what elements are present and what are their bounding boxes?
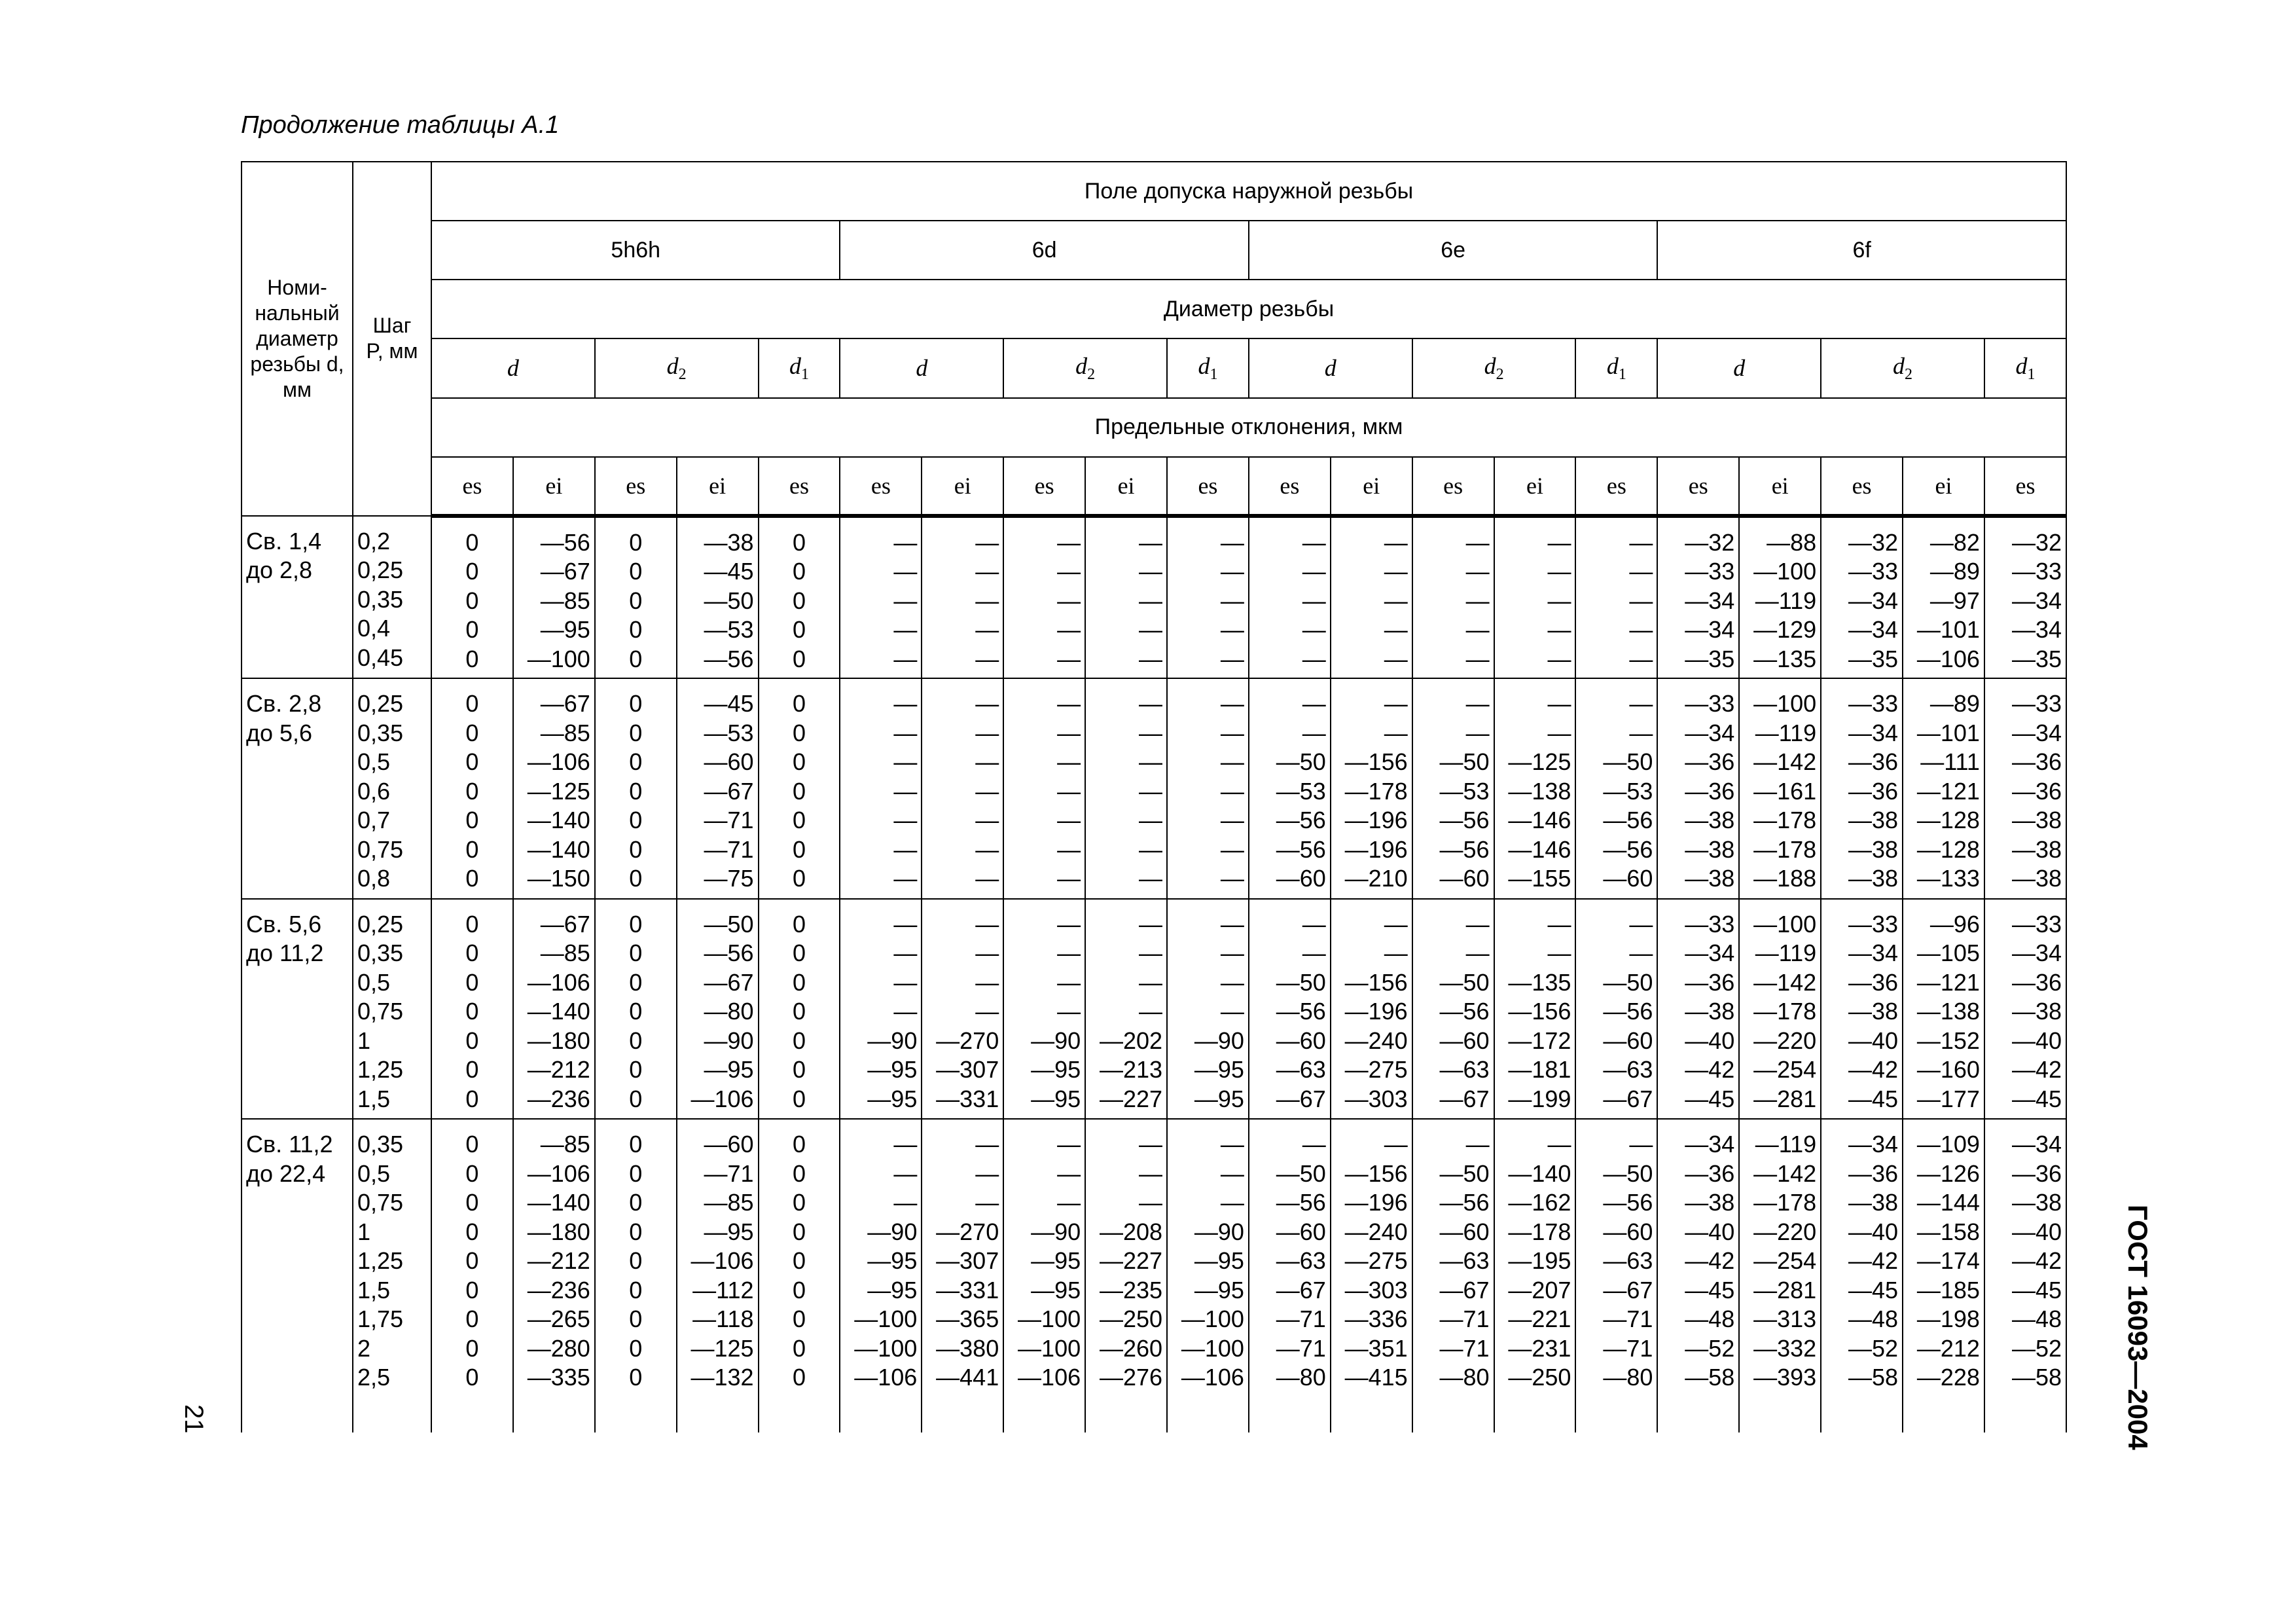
deviation-es: es bbox=[1003, 457, 1085, 516]
table-row bbox=[242, 678, 2066, 899]
diam-d1: $d_1$ bbox=[1984, 338, 2066, 397]
pitch-values: 0,2 0,25 0,35 0,4 0,45 bbox=[353, 516, 431, 678]
deviation-es: es bbox=[1984, 457, 2066, 516]
deviation-values: — — —156 —196 —240 —275 —303 bbox=[1331, 899, 1412, 1120]
tolerance-6d: 6d bbox=[840, 221, 1248, 280]
deviation-ei: ei bbox=[677, 457, 759, 516]
deviation-values: — —156 —196 —240 —275 —303 —336 —351 —415 bbox=[1331, 1119, 1412, 1432]
deviation-values: — — —50 —53 —56 —56 —60 bbox=[1249, 678, 1331, 899]
deviation-values: 0 0 0 0 0 0 0 bbox=[595, 899, 677, 1120]
deviation-values: — — —50 —56 —60 —63 —67 bbox=[1575, 899, 1657, 1120]
deviation-values: —32 —33 —34 —34 —35 bbox=[1984, 516, 2066, 678]
deviation-values: —34 —36 —38 —40 —42 —45 —48 —52 —58 bbox=[1821, 1119, 1903, 1432]
deviation-values: —32 —33 —34 —34 —35 bbox=[1657, 516, 1739, 678]
deviation-values: — — — — — bbox=[1085, 516, 1167, 678]
diam-d: d bbox=[1657, 338, 1821, 397]
diam-d2: $d_2$ bbox=[1821, 338, 1984, 397]
deviation-values: 0 0 0 0 0 0 0 0 0 bbox=[431, 1119, 513, 1432]
deviation-values: —85 —106 —140 —180 —212 —236 —265 —280 —335 bbox=[513, 1119, 595, 1432]
deviation-values: —32 —33 —34 —34 —35 bbox=[1821, 516, 1903, 678]
deviation-values: —33 —34 —36 —38 —40 —42 —45 bbox=[1984, 899, 2066, 1120]
diam-d2: $d_2$ bbox=[1003, 338, 1167, 397]
deviation-values: — — — — — — — bbox=[1003, 678, 1085, 899]
deviation-es: es bbox=[1412, 457, 1494, 516]
deviation-es: es bbox=[1821, 457, 1903, 516]
deviation-values: 0 0 0 0 0 0 0 0 0 bbox=[595, 1119, 677, 1432]
deviation-values: —60 —71 —85 —95 —106 —112 —118 —125 —132 bbox=[677, 1119, 759, 1432]
deviation-es: es bbox=[1657, 457, 1739, 516]
field-header: Поле допуска наружной резьбы bbox=[431, 162, 2066, 221]
deviation-values: — — — — — bbox=[1494, 516, 1576, 678]
deviation-values: 0 0 0 0 0 0 0 0 0 bbox=[759, 1119, 840, 1432]
deviation-values: — — —50 —56 —60 —63 —67 bbox=[1412, 899, 1494, 1120]
deviation-values: —119 —142 —178 —220 —254 —281 —313 —332 —393 bbox=[1739, 1119, 1821, 1432]
deviation-values: — — — — — bbox=[1331, 516, 1412, 678]
deviation-values: 0 0 0 0 0 0 0 bbox=[431, 899, 513, 1120]
deviation-values: — —140 —162 —178 —195 —207 —221 —231 —250 bbox=[1494, 1119, 1576, 1432]
deviation-values: — — — — — — — bbox=[1167, 678, 1249, 899]
deviation-values: — — — — — — — bbox=[1085, 678, 1167, 899]
deviation-values: — — — — —90 —95 —95 bbox=[840, 899, 922, 1120]
deviation-values: — — — — — bbox=[1249, 516, 1331, 678]
pitch-values: 0,25 0,35 0,5 0,75 1 1,25 1,5 bbox=[353, 899, 431, 1120]
pitch-values: 0,35 0,5 0,75 1 1,25 1,5 1,75 2 2,5 bbox=[353, 1119, 431, 1432]
nominal-diameter-header: Номи- нальный диаметр резьбы d, мм bbox=[242, 162, 353, 516]
deviation-values: —89 —101 —111 —121 —128 —128 —133 bbox=[1903, 678, 1984, 899]
deviation-values: —34 —36 —38 —40 —42 —45 —48 —52 —58 bbox=[1657, 1119, 1739, 1432]
deviation-values: —82 —89 —97 —101 —106 bbox=[1903, 516, 1984, 678]
deviation-values: —50 —56 —67 —80 —90 —95 —106 bbox=[677, 899, 759, 1120]
deviation-values: — — — — —90 —95 —95 bbox=[1167, 899, 1249, 1120]
deviation-values: —109 —126 —144 —158 —174 —185 —198 —212 —228 bbox=[1903, 1119, 1984, 1432]
deviation-es: es bbox=[759, 457, 840, 516]
deviation-es: es bbox=[595, 457, 677, 516]
diam-d: d bbox=[840, 338, 1003, 397]
deviation-values: — — — — — bbox=[1575, 516, 1657, 678]
diameter-range: Св. 11,2 до 22,4 bbox=[242, 1119, 353, 1432]
page-number: 21 bbox=[179, 1404, 208, 1434]
deviation-values: —33 —34 —36 —38 —40 —42 —45 bbox=[1657, 899, 1739, 1120]
deviation-values: — —50 —56 —60 —63 —67 —71 —71 —80 bbox=[1412, 1119, 1494, 1432]
deviation-values: —45 —53 —60 —67 —71 —71 —75 bbox=[677, 678, 759, 899]
deviation-values: —33 —34 —36 —38 —40 —42 —45 bbox=[1821, 899, 1903, 1120]
deviation-values: —33 —34 —36 —36 —38 —38 —38 bbox=[1821, 678, 1903, 899]
deviation-ei: ei bbox=[1739, 457, 1821, 516]
deviation-values: — — —50 —53 —56 —56 —60 bbox=[1412, 678, 1494, 899]
deviation-values: —33 —34 —36 —36 —38 —38 —38 bbox=[1984, 678, 2066, 899]
diameter-range: Св. 1,4 до 2,8 bbox=[242, 516, 353, 678]
deviation-values: — — —125 —138 —146 —146 —155 bbox=[1494, 678, 1576, 899]
deviation-values: — — — — — bbox=[840, 516, 922, 678]
deviation-values: — — — —90 —95 —95 —100 —100 —106 bbox=[840, 1119, 922, 1432]
deviation-values: — — — — — — — bbox=[922, 678, 1003, 899]
deviation-values: — — — — —270 —307 —331 bbox=[922, 899, 1003, 1120]
deviation-header: Предельные отклонения, мкм bbox=[431, 398, 2066, 457]
deviation-values: — — —156 —178 —196 —196 —210 bbox=[1331, 678, 1412, 899]
deviation-values: — — — — — bbox=[922, 516, 1003, 678]
deviation-values: — —50 —56 —60 —63 —67 —71 —71 —80 bbox=[1249, 1119, 1331, 1432]
deviation-values: — — — — — — — bbox=[840, 678, 922, 899]
deviation-values: — — —135 —156 —172 —181 —199 bbox=[1494, 899, 1576, 1120]
table-caption: Продолжение таблицы А.1 bbox=[241, 111, 560, 139]
deviation-values: — — — —90 —95 —95 —100 —100 —106 bbox=[1003, 1119, 1085, 1432]
diam-d1: $d_1$ bbox=[1575, 338, 1657, 397]
deviation-values: 0 0 0 0 0 0 0 bbox=[431, 678, 513, 899]
deviation-values: —38 —45 —50 —53 —56 bbox=[677, 516, 759, 678]
tolerance-5h6h: 5h6h bbox=[431, 221, 840, 280]
deviation-values: — — — —208 —227 —235 —250 —260 —276 bbox=[1085, 1119, 1167, 1432]
deviation-values: 0 0 0 0 0 0 0 bbox=[759, 899, 840, 1120]
diam-d: d bbox=[1249, 338, 1412, 397]
deviation-values: — — — — —90 —95 —95 bbox=[1003, 899, 1085, 1120]
deviation-values: — — —50 —53 —56 —56 —60 bbox=[1575, 678, 1657, 899]
deviation-values: —67 —85 —106 —125 —140 —140 —150 bbox=[513, 678, 595, 899]
deviation-values: 0 0 0 0 0 0 0 bbox=[759, 678, 840, 899]
deviation-ei: ei bbox=[1331, 457, 1412, 516]
diam-d2: $d_2$ bbox=[1412, 338, 1576, 397]
deviation-values: —100 —119 —142 —161 —178 —178 —188 bbox=[1739, 678, 1821, 899]
deviation-values: —56 —67 —85 —95 —100 bbox=[513, 516, 595, 678]
deviation-values: —34 —36 —38 —40 —42 —45 —48 —52 —58 bbox=[1984, 1119, 2066, 1432]
deviation-values: — — —50 —56 —60 —63 —67 bbox=[1249, 899, 1331, 1120]
deviation-values: — — — — — bbox=[1167, 516, 1249, 678]
deviation-ei: ei bbox=[1494, 457, 1576, 516]
deviation-ei: ei bbox=[1903, 457, 1984, 516]
table-row bbox=[242, 516, 2066, 678]
deviation-es: es bbox=[1249, 457, 1331, 516]
deviation-ei: ei bbox=[513, 457, 595, 516]
diam-d1: $d_1$ bbox=[1167, 338, 1249, 397]
table-row bbox=[242, 1119, 2066, 1432]
deviation-values: 0 0 0 0 0 bbox=[759, 516, 840, 678]
deviation-values: — — — —90 —95 —95 —100 —100 —106 bbox=[1167, 1119, 1249, 1432]
deviation-values: 0 0 0 0 0 0 0 bbox=[595, 678, 677, 899]
deviation-values: —67 —85 —106 —140 —180 —212 —236 bbox=[513, 899, 595, 1120]
deviation-values: — —50 —56 —60 —63 —67 —71 —71 —80 bbox=[1575, 1119, 1657, 1432]
deviation-values: 0 0 0 0 0 bbox=[595, 516, 677, 678]
deviation-es: es bbox=[840, 457, 922, 516]
diameter-header: Диаметр резьбы bbox=[431, 280, 2066, 338]
deviation-values: — — — — — bbox=[1003, 516, 1085, 678]
deviation-values: — — — — —202 —213 —227 bbox=[1085, 899, 1167, 1120]
deviation-ei: ei bbox=[922, 457, 1003, 516]
table-row bbox=[242, 899, 2066, 1120]
pitch-header: Шаг P, мм bbox=[353, 162, 431, 516]
deviation-values: 0 0 0 0 0 bbox=[431, 516, 513, 678]
standard-title: ГОСТ 16093—2004 bbox=[2123, 1205, 2153, 1450]
deviation-values: —100 —119 —142 —178 —220 —254 —281 bbox=[1739, 899, 1821, 1120]
tolerance-6e: 6e bbox=[1249, 221, 1657, 280]
deviation-es: es bbox=[431, 457, 513, 516]
deviation-values: —33 —34 —36 —36 —38 —38 —38 bbox=[1657, 678, 1739, 899]
deviation-values: — — — —270 —307 —331 —365 —380 —441 bbox=[922, 1119, 1003, 1432]
tolerance-table bbox=[241, 161, 2067, 1432]
pitch-values: 0,25 0,35 0,5 0,6 0,7 0,75 0,8 bbox=[353, 678, 431, 899]
tolerance-6f: 6f bbox=[1657, 221, 2066, 280]
deviation-values: —88 —100 —119 —129 —135 bbox=[1739, 516, 1821, 678]
deviation-es: es bbox=[1575, 457, 1657, 516]
deviation-values: — — — — — bbox=[1412, 516, 1494, 678]
diam-d: d bbox=[431, 338, 595, 397]
diam-d1: $d_1$ bbox=[759, 338, 840, 397]
diameter-range: Св. 5,6 до 11,2 bbox=[242, 899, 353, 1120]
deviation-values: —96 —105 —121 —138 —152 —160 —177 bbox=[1903, 899, 1984, 1120]
deviation-ei: ei bbox=[1085, 457, 1167, 516]
diameter-range: Св. 2,8 до 5,6 bbox=[242, 678, 353, 899]
deviation-es: es bbox=[1167, 457, 1249, 516]
diam-d2: $d_2$ bbox=[595, 338, 759, 397]
